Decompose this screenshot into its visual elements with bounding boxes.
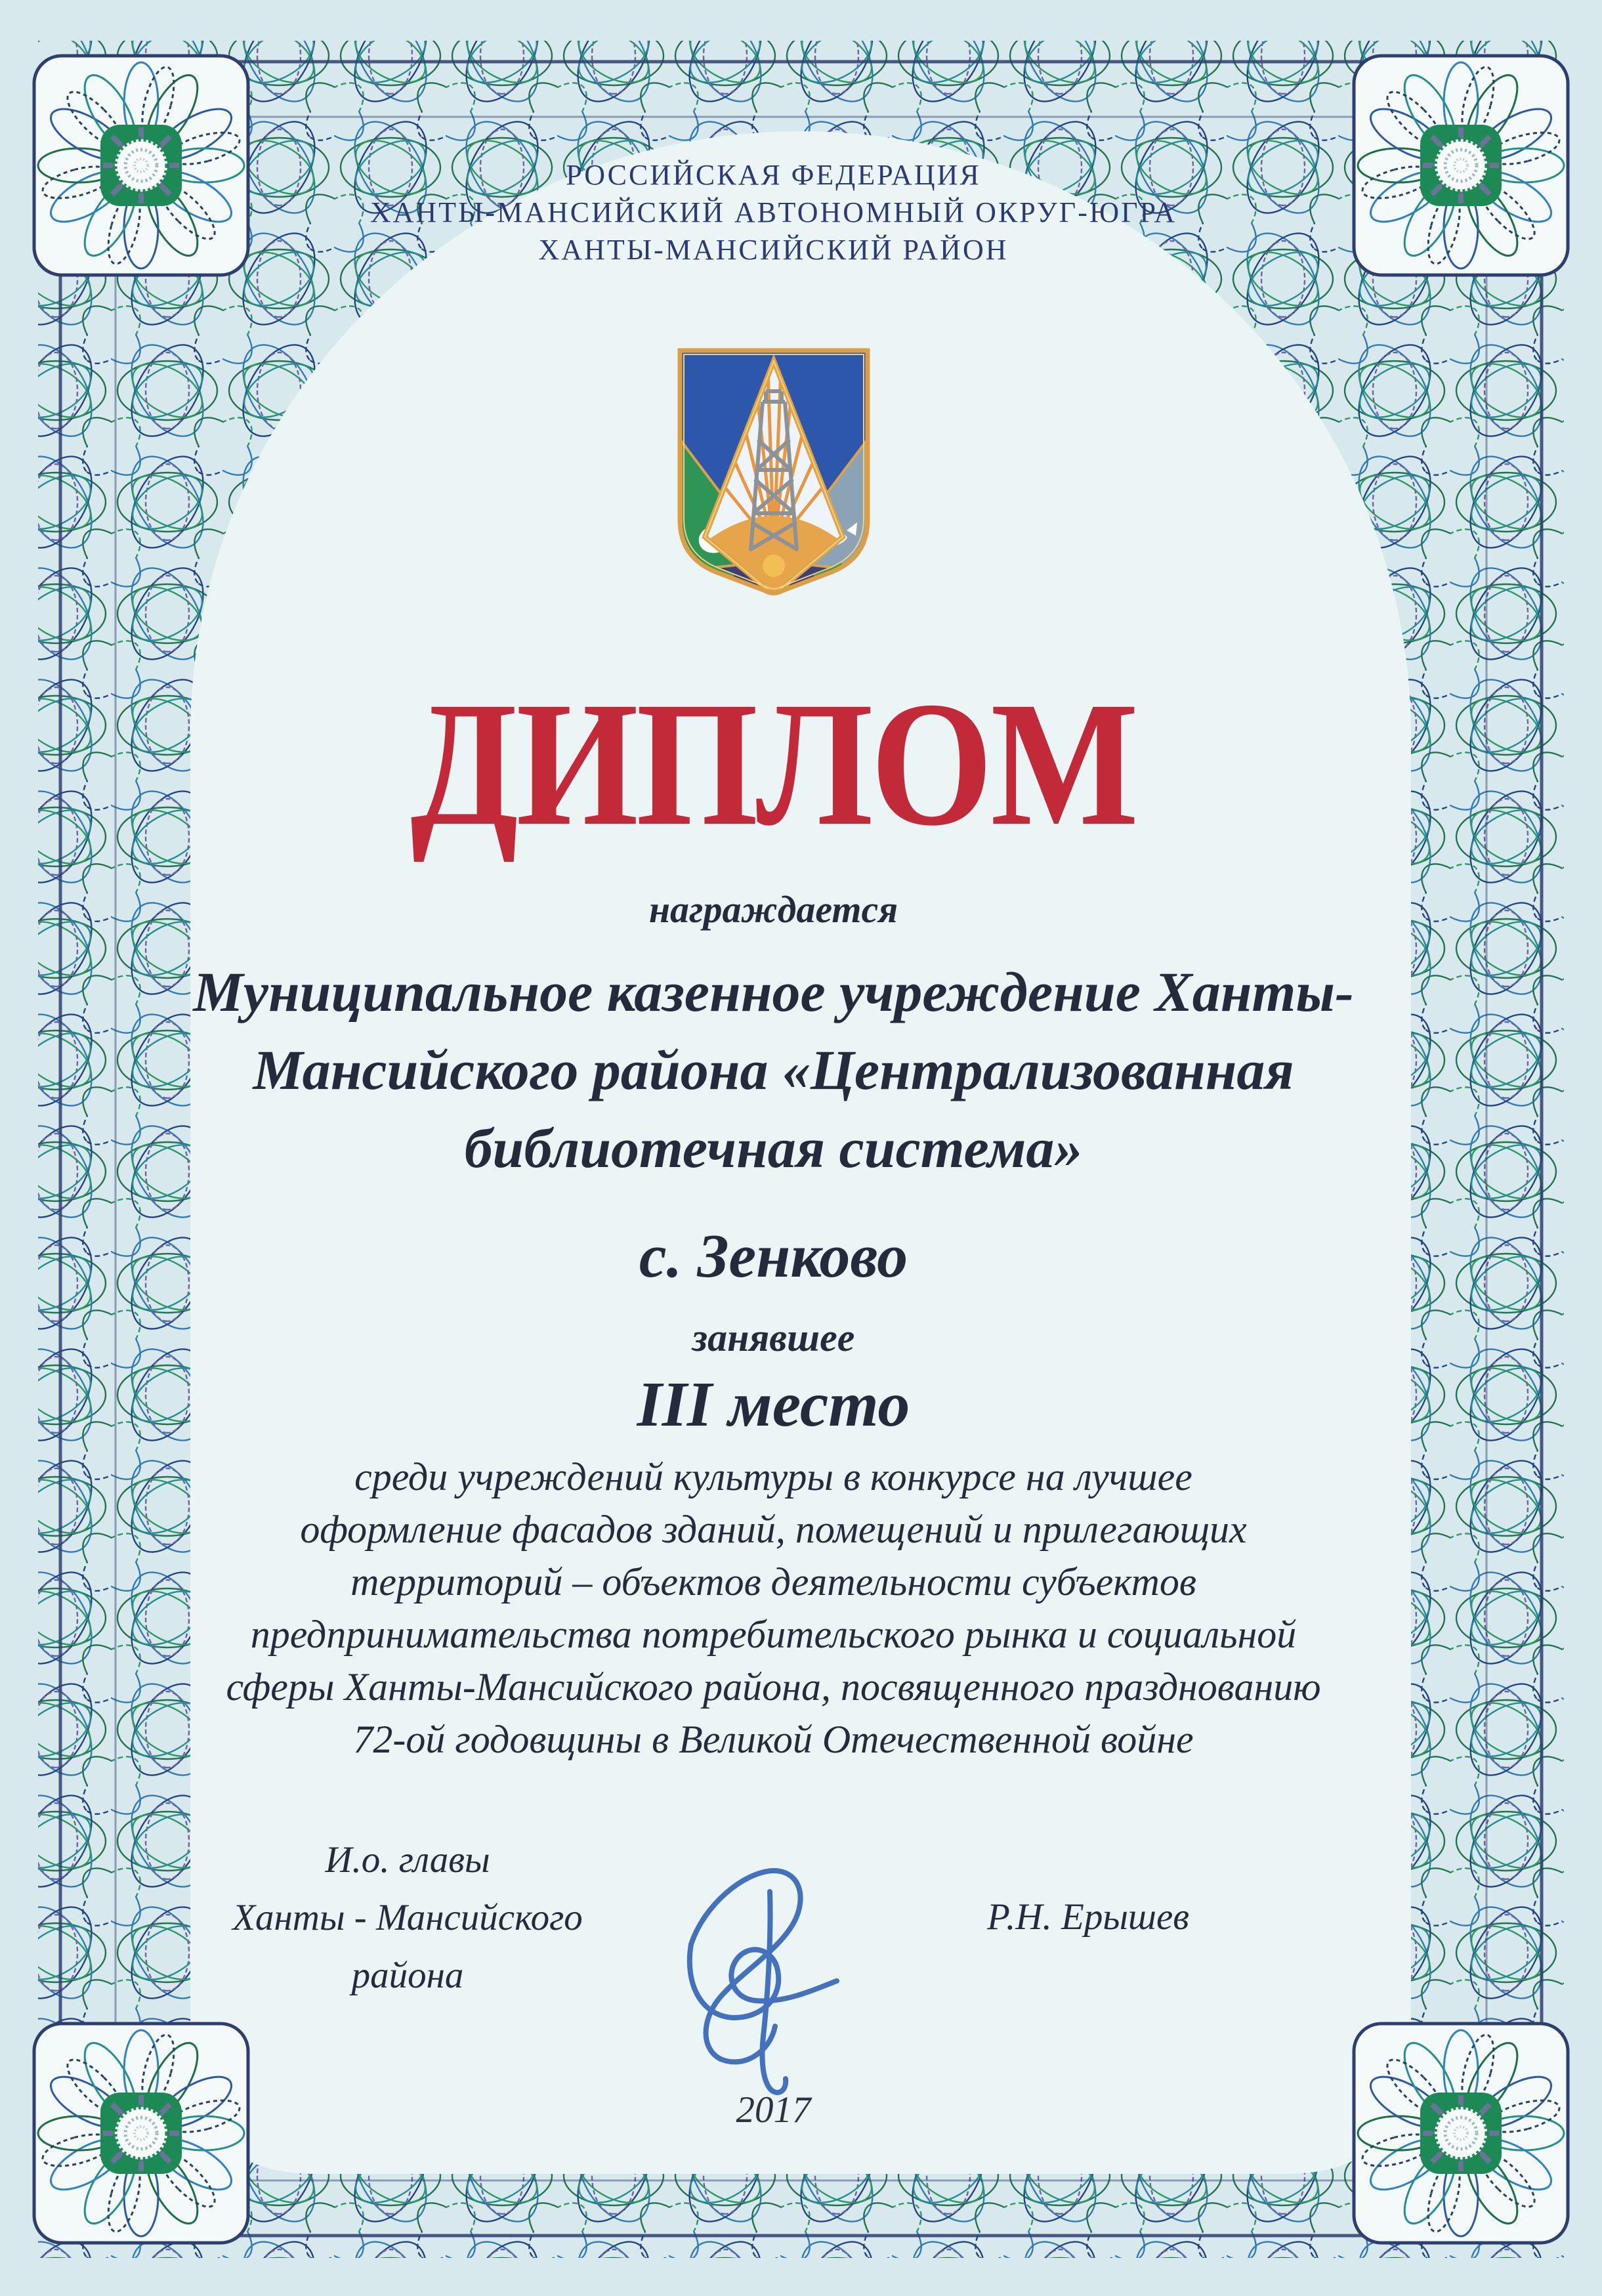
description-line-5: сферы Ханты-Мансийского района, посвященного празднованию bbox=[226, 1665, 1321, 1709]
signatory-position bbox=[194, 1831, 621, 2005]
recipient-line-1: Муниципальное казенное учреждение Ханты- bbox=[193, 960, 1354, 1023]
recipient-name bbox=[0, 953, 1574, 1187]
description-line-6: 72-ой годовщины в Великой Отечественной войне bbox=[353, 1718, 1194, 1761]
header-line-federation: РОССИЙСКАЯ ФЕДЕРАЦИЯ bbox=[566, 159, 981, 191]
recipient-location: с. Зенково bbox=[639, 1222, 908, 1290]
diploma-title: ДИПЛОМ bbox=[410, 665, 1137, 862]
description-line-3: территорий – объектов деятельности субъектов bbox=[350, 1560, 1196, 1604]
description-line-4: предпринимательства потребительского рынка и социальной bbox=[250, 1613, 1297, 1656]
description-line-1: среди учреждений культуры в конкурсе на лучшее bbox=[354, 1455, 1192, 1499]
header-line-okrug: ХАНТЫ-МАНСИЙСКИЙ АВТОНОМНЫЙ ОКРУГ-ЮГРА bbox=[369, 196, 1177, 228]
recipient-line-3: библиотечная система» bbox=[464, 1116, 1083, 1180]
description-line-2: оформление фасадов зданий, помещений и прилегающих bbox=[300, 1508, 1247, 1551]
header bbox=[0, 156, 1574, 268]
signature-scribble bbox=[665, 1846, 855, 2108]
recipient-line-2: Мансийского района «Централизованная bbox=[253, 1038, 1294, 1101]
signature-ink-icon bbox=[665, 1846, 855, 2108]
signatory-position-line-2: Ханты - Мансийского bbox=[232, 1897, 583, 1938]
signatory-name: Р.Н. Ерышев bbox=[986, 1896, 1190, 1938]
placement-label: занявшее bbox=[692, 1316, 855, 1359]
award-label: награждается bbox=[648, 888, 898, 931]
placement-value: III место bbox=[637, 1369, 910, 1440]
signatory-position-line-3: района bbox=[351, 1955, 464, 1996]
year: 2017 bbox=[736, 2089, 811, 2131]
coat-of-arms-icon bbox=[672, 341, 875, 601]
signatory-position-line-1: И.о. главы bbox=[325, 1839, 490, 1881]
award-description bbox=[0, 1451, 1574, 1766]
coat-of-arms bbox=[672, 341, 875, 601]
header-line-district: ХАНТЫ-МАНСИЙСКИЙ РАЙОН bbox=[538, 234, 1009, 266]
